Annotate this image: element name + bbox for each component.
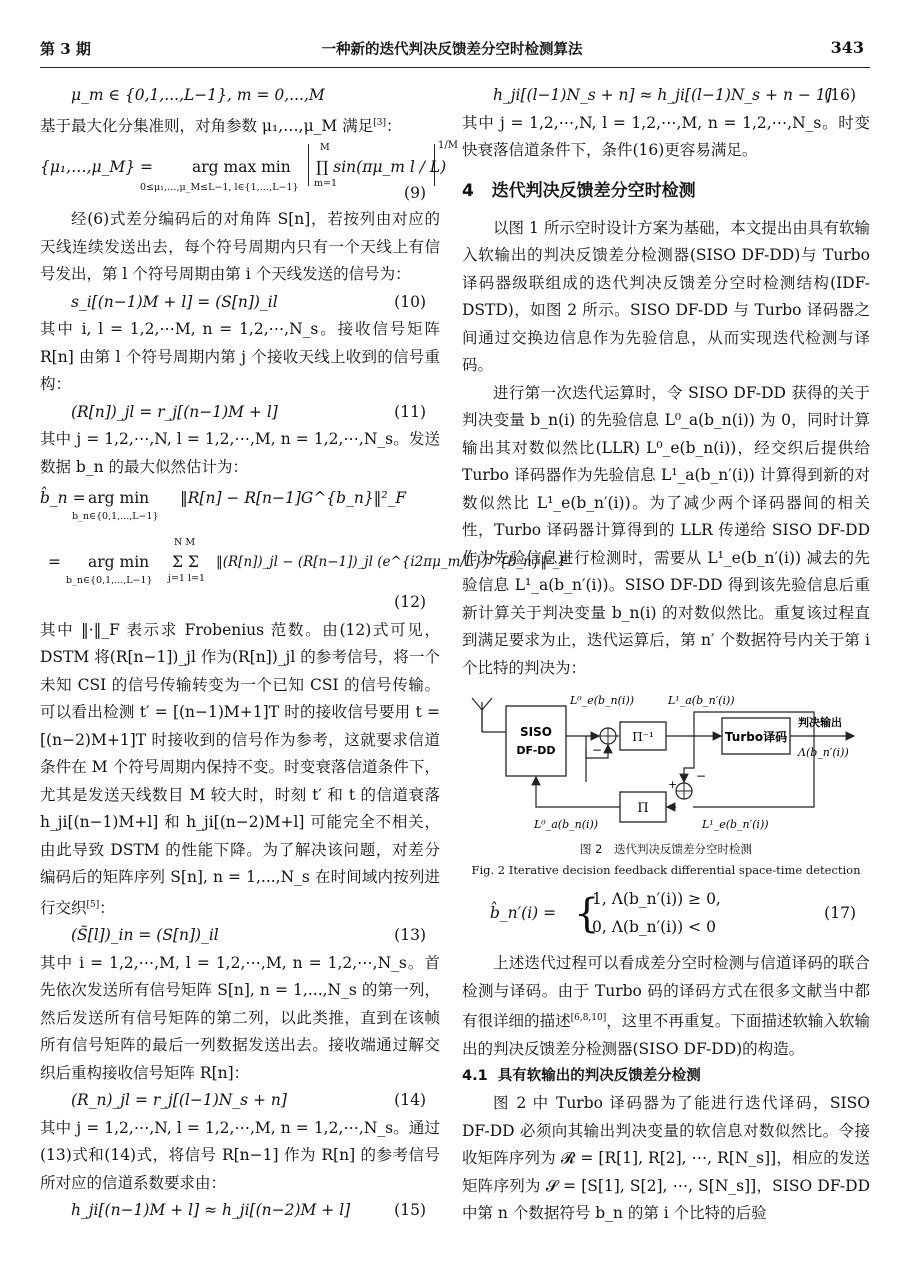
equation-16: h_ji[(l−1)N_s + n] ≈ h_ji[(l−1)N_s + n − 1] (16) (462, 82, 870, 110)
label-la1: L¹_a(b_n′(i)) (668, 694, 735, 707)
equation-11: (R[n])_jl = r_j[(n−1)M + l] (11) (40, 399, 440, 427)
figure-caption-en: Fig. 2 Iterative decision feedback differential space-time detection (471, 863, 861, 877)
equation-12a: b̂_n = arg min b_n∈{0,1,...,L−1} ‖R[n] − R[n−1]G^{b_n}‖²_F (40, 489, 407, 523)
equation-number: (12) (394, 593, 426, 612)
minus-sign-2: − (696, 769, 707, 783)
section-title: 迭代判决反馈差分空时检测 (491, 180, 696, 201)
paragraph-diversity: 基于最大化分集准则，对角参数 μ₁,…,μ_M 满足[3]： (40, 116, 402, 135)
section-number: 4 (462, 180, 474, 201)
paragraph-dstm-discussion: 其中 ‖·‖_F 表示求 Frobenius 范数。由(12)式可见，DSTM 将(R[n−1])_jl 作为(R[n])_jl 的参考信号，将一个未知 CSI 的信号传输转变为一个已知 CSI 的信号传输。可以看出检测 t′ = [(n−1)M+1]T 时的接收信号要用 t = [(n−2)M+1]T 时接收到的信号作为参考，这就要求信道条件在 M 个符号周期内保持不变。时变衰落信道条件下，尤其是发送天线数目 M 较大时，时刻 t′ 和 t 的信道衰落 h_ji[(n−1)M+l] 和 h_ji[(n−2)M+l] 可能完全不相关，由此导致 DSTM 的性能下降。为了解决该问题，对差分编码后的矩阵序列 S[n], n = 1,...,N_s 在时间域内按列进行交织[5]： (40, 620, 440, 917)
running-title: 一种新的迭代判决反馈差分空时检测算法 (321, 41, 583, 58)
paragraph-interleave: 其中 i = 1,2,⋯,M, l = 1,2,⋯,M, n = 1,2,⋯,N_s。首先依次发送所有信号矩阵 S[n], n = 1,...,N_s 的第一列，然后发送所有信号矩阵的第二列，以此类推，直到在该帧所有信号矩阵的最后一列数据发送出去。接收端通过解交织后重构接收信号矩阵 R[n]： (40, 953, 440, 1082)
equation-13: (S̃[l])_in = (S[n])_il (13) (40, 922, 440, 950)
paragraph-iteration: 进行第一次迭代运算时，令 SISO DF-DD 获得的关于判决变量 b_n(i) 的先验信息 L⁰_a(b_n(i)) 为 0，同时计算输出其对数似然比(LLR) L⁰_e(b_n(i))，经交织后提供给 Turbo 译码器作为先验信息 L¹_a(b_n′(i)) 计算得到新的对数似然比 L¹_e(b_n′(i))。为了减少两个译码器间的相关性，Turbo 译码器计算得到的 LLR 传递给 SISO DF-DD 作为先验信息进行检测时，需要从 L¹_e(b_n′(i)) 减去的先验信息 L¹_a(b_n′(i))。SISO DF-DD 得到该先验信息后重新计算关于判决变量 b_n(i) 的对数似然比。重复该过程直到满足要求为止，迭代运算后，第 n′ 个数据符号内关于第 i 个比特的判决为： (462, 383, 870, 677)
label-le1: L¹_e(b_n′(i)) (702, 818, 769, 831)
deinterleaver-label: Π⁻¹ (632, 730, 654, 744)
equation-number: (15) (394, 1201, 426, 1220)
page-number: 343 (830, 38, 864, 57)
interleaver-label: Π (637, 801, 649, 816)
figure-2-diagram (462, 688, 870, 836)
label-le0: L⁰_e(b_n(i)) (570, 694, 635, 707)
paragraph-diagonal-matrix: 经(6)式差分编码后的对角阵 S[n]，若按列由对应的天线连续发送出去，每个符号周期内只有一个天线上有信号发出，第 l 个符号周期由第 i 个天线发送的信号为： (40, 210, 440, 284)
section-heading (462, 177, 870, 205)
subsection-heading (462, 1063, 870, 1090)
citation[interactable]: [3] (373, 117, 386, 128)
paragraph-fast-fading: 其中 j = 1,2,⋯,N, l = 1,2,⋯,M, n = 1,2,⋯,N_s。时变快衰落信道条件下，条件(16)更容易满足。 (462, 113, 870, 159)
equation-9: {μ₁,…,μ_M} = arg max min 0≤μ₁,…,μ_M≤L−1, l∈{1,…,L−1} M ∏ sin(πμ_m l / L) m=1 1/M (9) (40, 140, 440, 206)
equation-12-number-row (40, 589, 440, 617)
paragraph-receive-matrix: 其中 i, l = 1,2,⋯M, n = 1,2,⋯,N_s。接收信号矩阵 R[n] 由第 l 个符号周期内第 j 个接收天线上收到的信号重构： (40, 320, 440, 394)
paragraph-ml-estimate: 其中 j = 1,2,⋯,N, l = 1,2,⋯,M, n = 1,2,⋯,N_s。发送数据 b_n 的最大似然估计为： (40, 430, 440, 476)
equation-number: (13) (394, 926, 426, 945)
equation-number: (16) (824, 86, 856, 104)
citation[interactable]: [5] (86, 899, 100, 910)
subsection-title: 具有软输出的判决反馈差分检测 (497, 1068, 701, 1085)
label-lambda: Λ(b_n′(i)) (798, 746, 849, 759)
turbo-label: Turbo译码 (724, 730, 788, 744)
antenna-icon (472, 698, 506, 732)
equation-17: b̂_n′(i) = { 1, Λ(b_n′(i)) ≥ 0, 0, Λ(b_n′(i)) < 0 (17) (490, 890, 856, 937)
label-decision-output: 判决输出 (798, 716, 842, 729)
label-la0: L⁰_a(b_n(i)) (534, 818, 599, 831)
issue-number: 第 3 期 (40, 40, 91, 58)
right-column (462, 82, 870, 1228)
paragraph-soft-output: 图 2 中 Turbo 译码器为了能进行迭代译码，SISO DF-DD 必须向其输出判决变量的软信息对数似然比。令接收矩阵序列为 𝓡 = [R[1], R[2], ⋯, R[N_s]]，相应的发送矩阵序列为 𝓢 = [S[1], S[2], ⋯, S[N_s]]，SISO DF-DD 中第 n 个数据符号 b_n 的第 i 个比特的后验 (462, 1094, 870, 1223)
paragraph-joint-detection: 上述迭代过程可以看成差分空时检测与信道译码的联合检测与译码。由于 Turbo 码的译码方式在很多文献当中都有很详细的描述[6,8,10]，这里不再重复。下面描述软输入软输出的判决反馈差分检测器(SISO DF-DD)的构造。 (462, 954, 870, 1058)
paragraph-channel-condition: 其中 j = 1,2,⋯,N, l = 1,2,⋯,M, n = 1,2,⋯,N_s。通过(13)式和(14)式，将信号 R[n−1] 作为 R[n] 的参考信号所对应的信道系数要求由： (40, 1118, 440, 1192)
equation-14: (R_n)_jl = r_j[(l−1)N_s + n] (14) (40, 1087, 440, 1115)
citation[interactable]: [6,8,10] (570, 1013, 607, 1023)
equation-mu-range: μ_m ∈ {0,1,...,L−1}, m = 0,...,M (71, 86, 325, 104)
equation-15: h_ji[(n−1)M + l] ≈ h_ji[(n−2)M + l] (15) (40, 1197, 440, 1225)
siso-dfdd-block (506, 706, 566, 776)
siso-label-2: DF-DD (516, 744, 556, 757)
subsection-number: 4.1 (462, 1068, 488, 1085)
equation-number: (17) (824, 904, 856, 922)
equation-number: (14) (394, 1091, 426, 1110)
equation-number: (11) (394, 402, 426, 421)
equation-number: (10) (394, 292, 426, 311)
siso-label-1: SISO (520, 725, 552, 739)
figure-caption-cn: 图 2 迭代判决反馈差分空时检测 (580, 842, 752, 856)
plus-sign: + (668, 778, 678, 791)
equation-12b: = arg min b_n∈{0,1,...,L−1} N M Σ Σ j=1 l=1 ‖(R[n])_jl − (R[n−1])_jl (e^{i2πμ_m/L})^{b_n}‖²_F (48, 537, 569, 587)
block-diagram (462, 688, 870, 836)
equation-number: (9) (404, 184, 426, 203)
equation-10: s_i[(n−1)M + l] = (S[n])_il (10) (40, 289, 440, 317)
header-rule (40, 67, 870, 68)
paragraph-structure: 以图 1 所示空时设计方案为基础，本文提出由具有软输入软输出的判决反馈差分检测器(SISO DF-DD)与 Turbo 译码器级联组成的迭代判决反馈差分空时检测结构(IDF-DSTD)，如图 2 所示。SISO DF-DD 与 Turbo 译码器之间通过交换边信息作为先验信息，从而实现迭代检测与译码。 (462, 218, 870, 374)
minus-sign-1: − (592, 743, 603, 757)
